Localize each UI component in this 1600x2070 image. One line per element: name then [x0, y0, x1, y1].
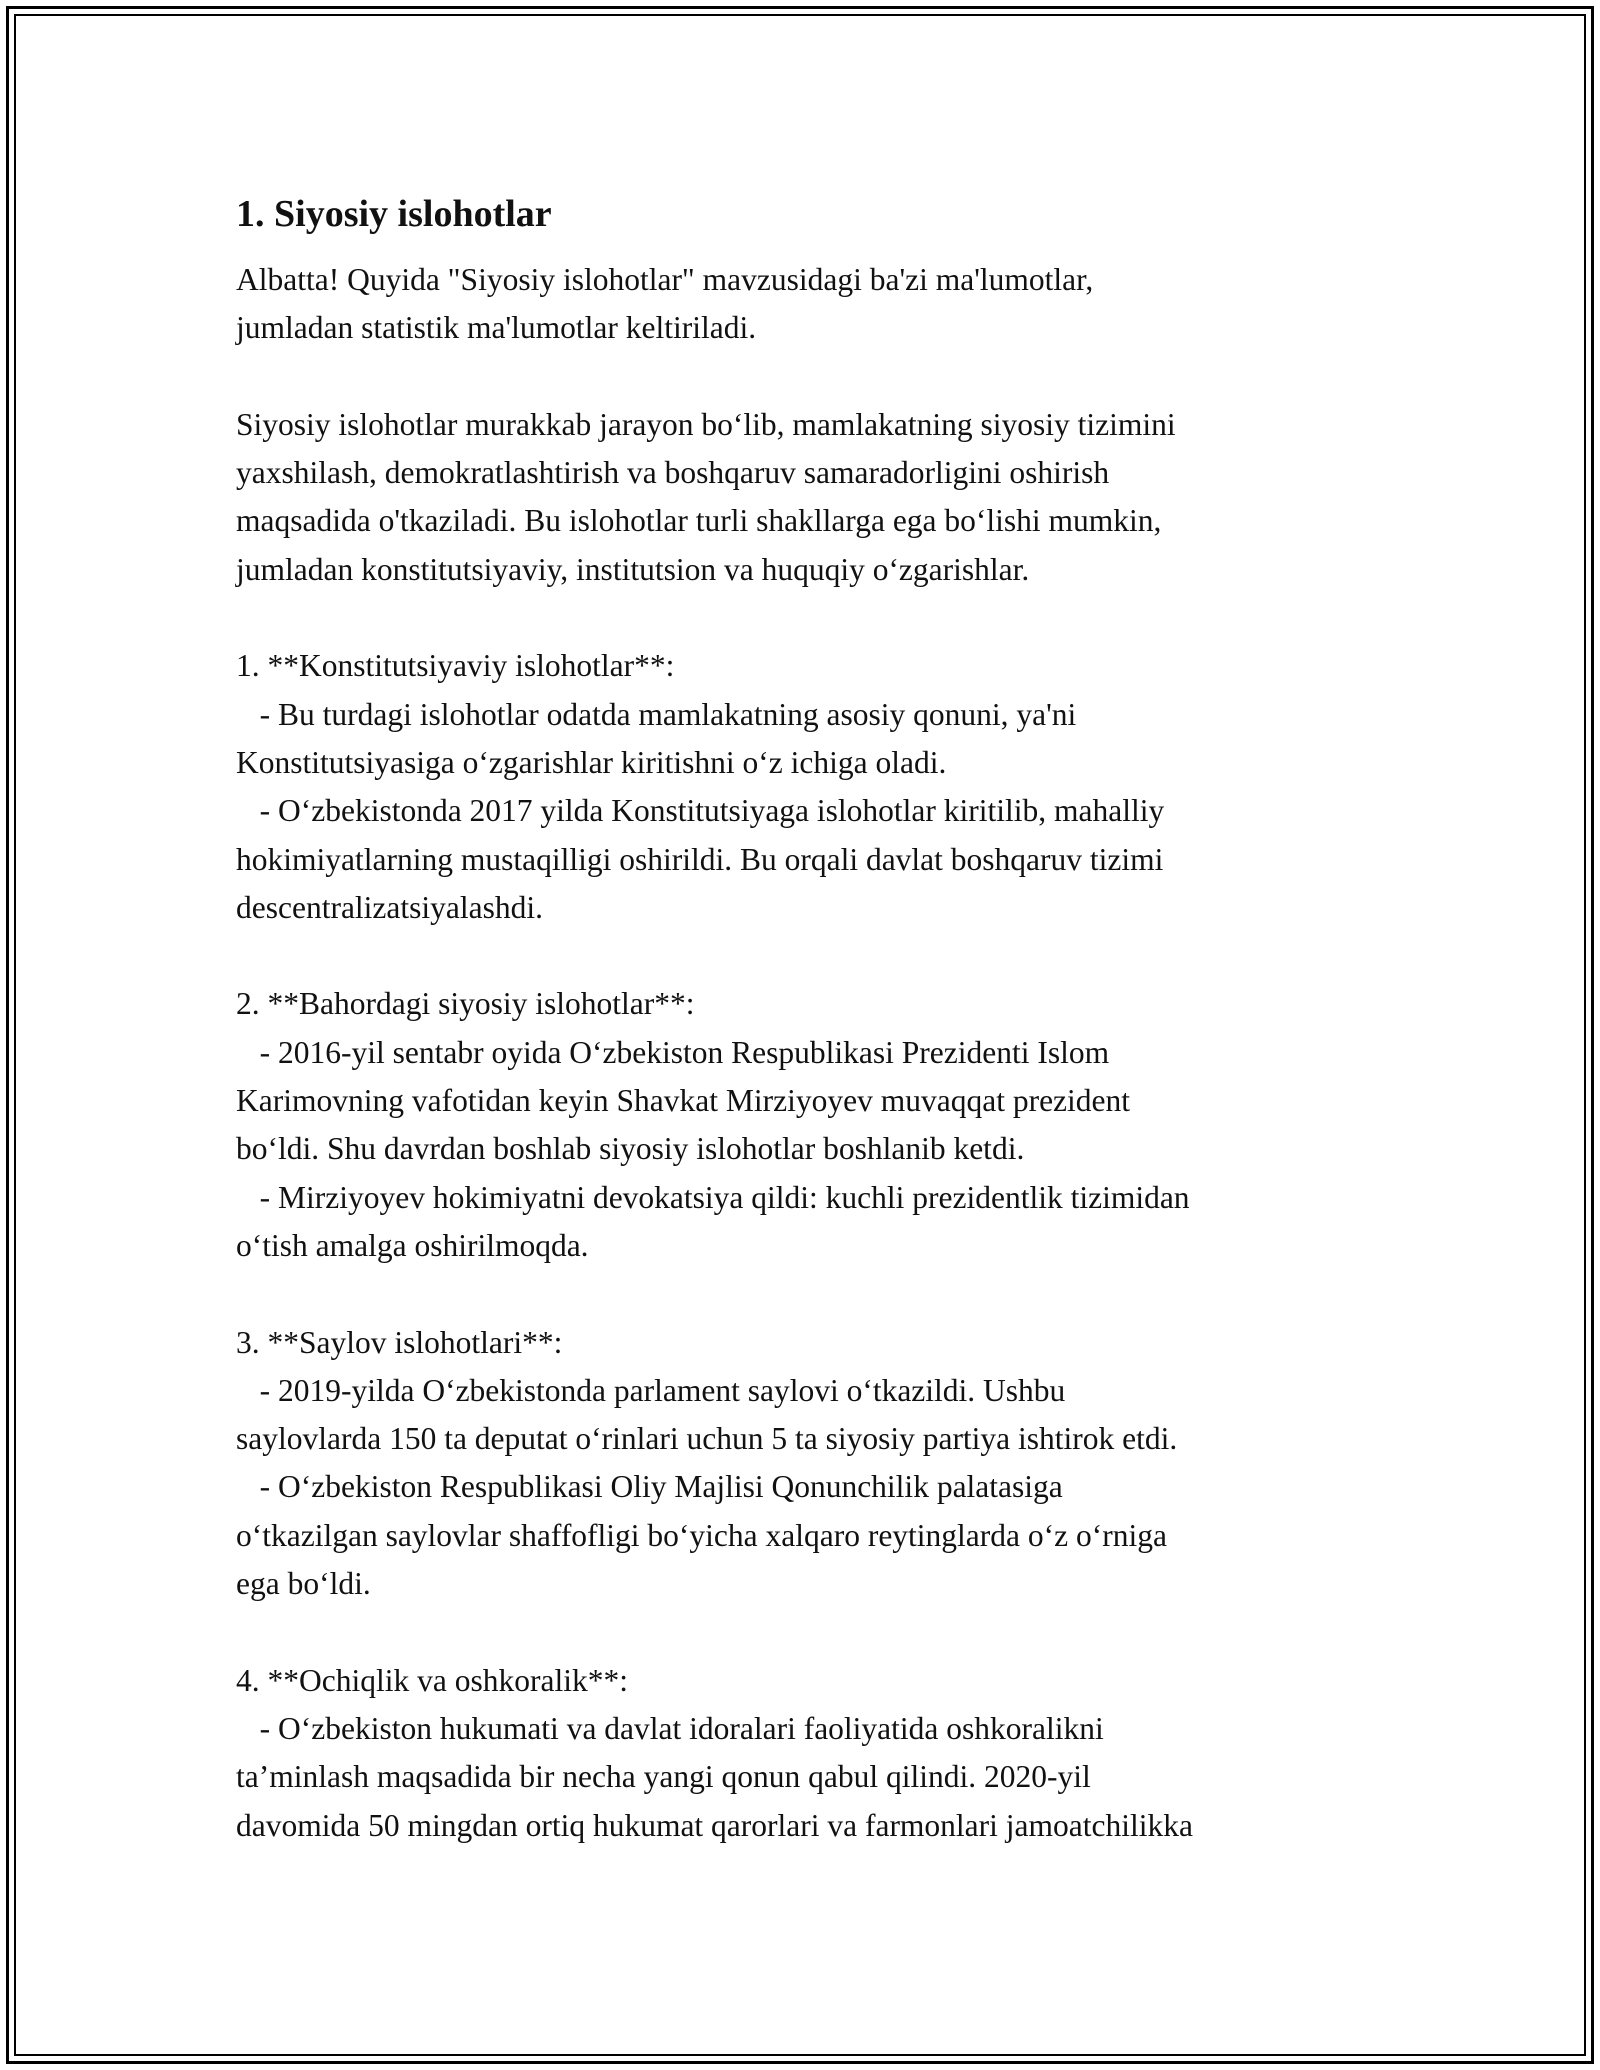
section-title: 2. **Bahordagi siyosiy islohotlar**: [236, 986, 695, 1022]
text-line: - Mirziyoyev hokimiyatni devokatsiya qildi: kuchli prezidentlik tizimidan [236, 1179, 1190, 1215]
text-line: - 2019-yilda O‘zbekistonda parlament saylovi o‘tkazildi. Ushbu [236, 1372, 1066, 1408]
text-line: davomida 50 mingdan ortiq hukumat qarorlari va farmonlari jamoatchilikka [236, 1807, 1193, 1843]
text-line: bo‘ldi. Shu davrdan boshlab siyosiy islohotlar boshlanib ketdi. [236, 1131, 1025, 1167]
paragraph-overview [236, 401, 1386, 594]
section-constitutional-reforms [236, 642, 1386, 932]
paragraph-spacer [236, 1608, 1386, 1656]
document-body [236, 188, 1386, 1850]
text-line: - Bu turdagi islohotlar odatda mamlakatning asosiy qonuni, ya'ni [236, 696, 1077, 732]
text-line: o‘tkazilgan saylovlar shaffofligi bo‘yicha xalqaro reytinglarda o‘z o‘rniga [236, 1517, 1167, 1553]
text-line: ega bo‘ldi. [236, 1566, 371, 1602]
section-spring-reforms [236, 980, 1386, 1270]
text-line: Konstitutsiyasiga o‘zgarishlar kiritishni o‘z ichiga oladi. [236, 744, 947, 780]
text-line: ta’minlash maqsadida bir necha yangi qonun qabul qilindi. 2020-yil [236, 1759, 1091, 1795]
text-line: - 2016-yil sentabr oyida O‘zbekiston Respublikasi Prezidenti Islom [236, 1034, 1110, 1070]
text-line: - O‘zbekiston Respublikasi Oliy Majlisi Qonunchilik palatasiga [236, 1469, 1063, 1505]
text-line: descentralizatsiyalashdi. [236, 889, 544, 925]
text-line: Siyosiy islohotlar murakkab jarayon bo‘lib, mamlakatning siyosiy tizimini [236, 406, 1176, 442]
text-line: - O‘zbekiston hukumati va davlat idoralari faoliyatida oshkoralikni [236, 1710, 1104, 1746]
paragraph-spacer [236, 1270, 1386, 1318]
text-line: yaxshilash, demokratlashtirish va boshqaruv samaradorligini oshirish [236, 455, 1110, 491]
section-title: 3. **Saylov islohotlari**: [236, 1324, 563, 1360]
text-line: Albatta! Quyida "Siyosiy islohotlar" mavzusidagi ba'zi ma'lumotlar, [236, 262, 1094, 297]
text-line: jumladan statistik ma'lumotlar keltiriladi. [236, 310, 757, 346]
text-line: - O‘zbekistonda 2017 yilda Konstitutsiyaga islohotlar kiritilib, mahalliy [236, 793, 1165, 829]
text-line: Karimovning vafotidan keyin Shavkat Mirziyoyev muvaqqat prezident [236, 1083, 1131, 1119]
paragraph-spacer [236, 932, 1386, 980]
paragraph-spacer [236, 353, 1386, 401]
paragraph-intro [236, 256, 1386, 353]
text-line: saylovlarda 150 ta deputat o‘rinlari uchun 5 ta siyosiy partiya ishtirok etdi. [236, 1421, 1178, 1457]
section-election-reforms [236, 1319, 1386, 1609]
text-line: o‘tish amalga oshirilmoqda. [236, 1227, 589, 1263]
paragraph-spacer [236, 594, 1386, 642]
section-openness-transparency [236, 1657, 1386, 1850]
text-line: jumladan konstitutsiyaviy, institutsion va huquqiy o‘zgarishlar. [236, 551, 1030, 587]
section-title: 4. **Ochiqlik va oshkoralik**: [236, 1662, 628, 1698]
text-line: maqsadida o'tkaziladi. Bu islohotlar turli shakllarga ega bo‘lishi mumkin, [236, 503, 1162, 539]
section-title: 1. **Konstitutsiyaviy islohotlar**: [236, 648, 675, 684]
text-line: hokimiyatlarning mustaqilligi oshirildi. Bu orqali davlat boshqaruv tizimi [236, 841, 1164, 877]
document-heading: 1. Siyosiy islohotlar [236, 193, 552, 235]
